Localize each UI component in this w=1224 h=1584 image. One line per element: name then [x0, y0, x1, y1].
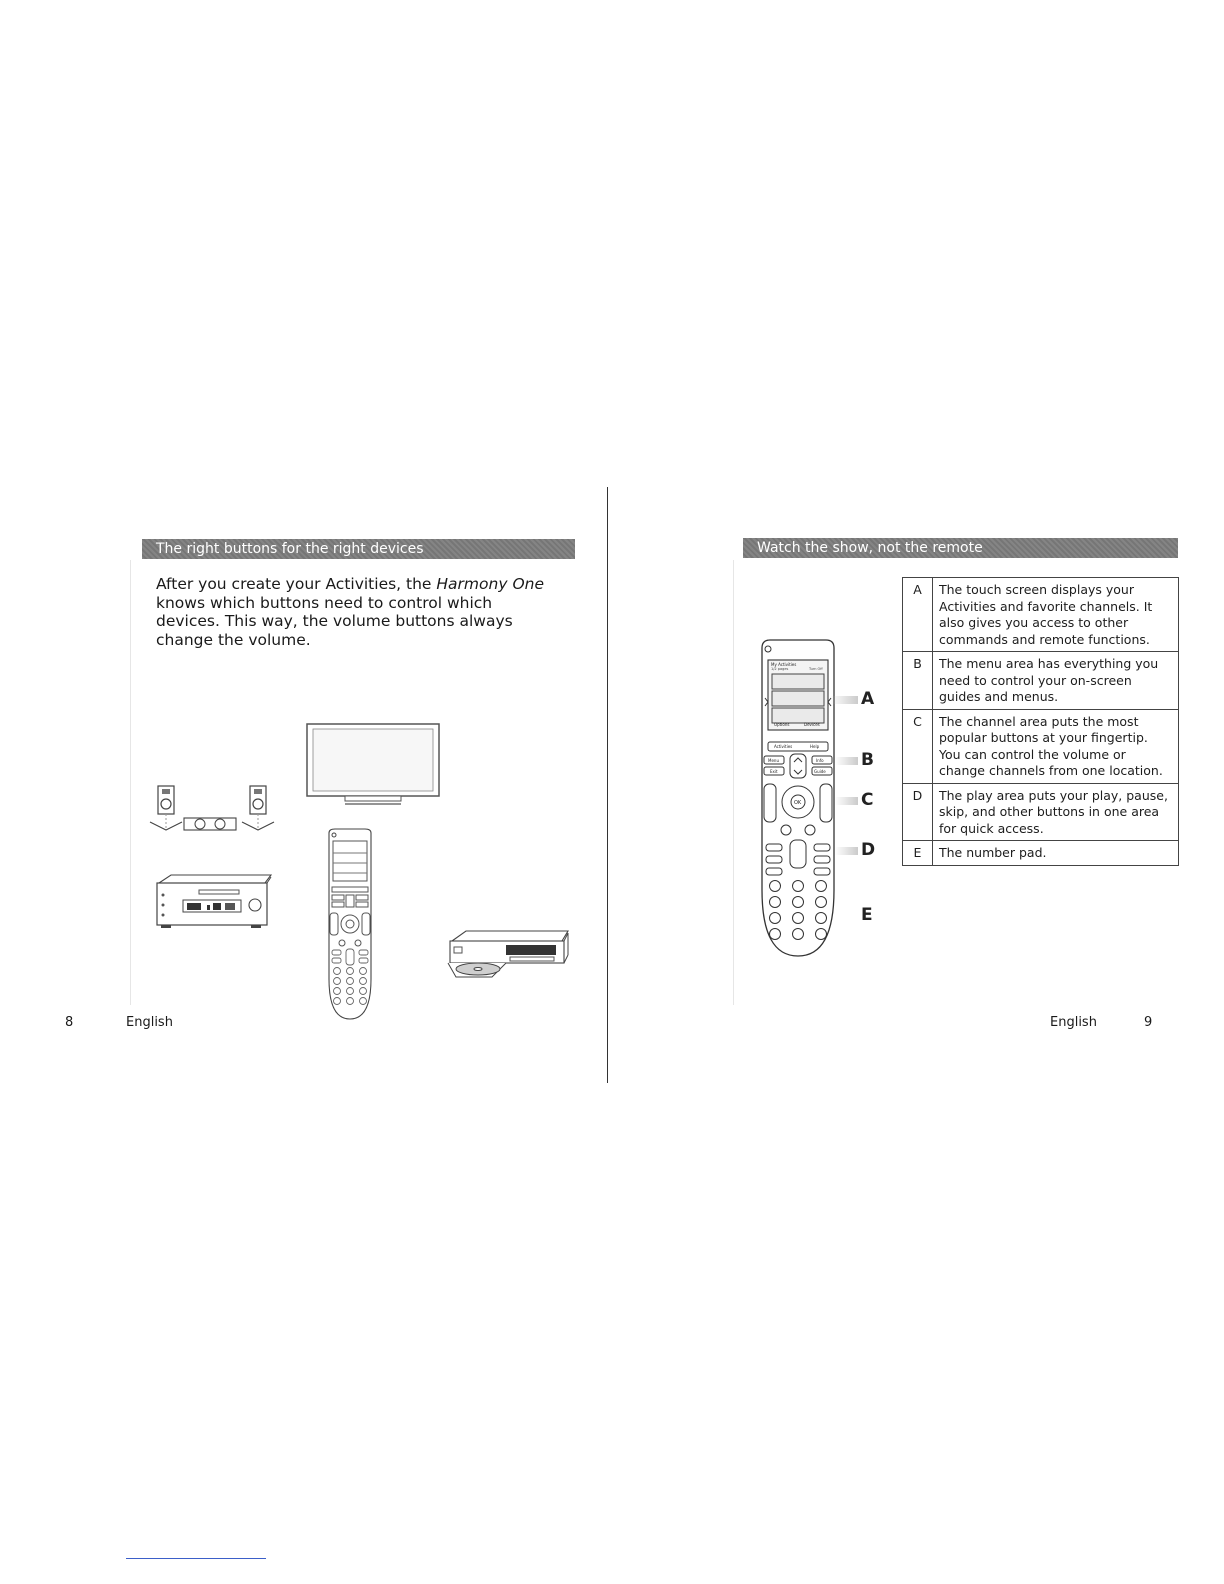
- zone-label-d: D: [861, 840, 876, 860]
- remote-info-button: Info: [816, 758, 824, 763]
- right-margin-rule: [733, 560, 734, 1005]
- link-underline: [126, 1558, 266, 1559]
- remote-screen-options: Options: [774, 722, 790, 727]
- zone-key: C: [903, 709, 933, 783]
- dvd-player-illustration: [446, 929, 570, 981]
- remote-exit-button: Exit: [770, 769, 778, 774]
- harmony-remote-small: [325, 829, 375, 1021]
- remote-screen-turn-off: Turn Off: [809, 667, 823, 671]
- zone-description: The menu area has everything you need to control your on-screen guides and menus.: [933, 652, 1179, 710]
- intro-before: After you create your Activities, the: [156, 575, 437, 593]
- remote-screen-subtitle: 1/2 pages: [771, 667, 789, 671]
- tv-illustration: [305, 723, 441, 808]
- zone-key: E: [903, 841, 933, 866]
- table-row: [903, 783, 1179, 841]
- table-row: [903, 652, 1179, 710]
- zone-label-e: E: [861, 905, 873, 925]
- zone-key: B: [903, 652, 933, 710]
- table-row: [903, 578, 1179, 652]
- table-row: [903, 841, 1179, 866]
- table-row: [903, 709, 1179, 783]
- left-margin-rule: [130, 560, 131, 1005]
- right-language-label: English: [1050, 1015, 1097, 1030]
- remote-guide-button: Guide: [814, 769, 826, 774]
- remote-screen-title: My Activities: [771, 662, 797, 667]
- page-gutter-divider: [607, 487, 608, 1083]
- remote-screen-devices: Devices: [804, 722, 820, 727]
- remote-zones-table: [902, 577, 1179, 866]
- product-name: Harmony One: [436, 575, 544, 593]
- zone-description: The number pad.: [933, 841, 1179, 866]
- zone-description: The channel area puts the most popular buttons at your fingertip. You can control the volume or change channels from one location.: [933, 709, 1179, 783]
- right-section-header: Watch the show, not the remote: [743, 538, 1178, 558]
- remote-activities-button: Activities: [774, 744, 793, 749]
- zone-label-b: B: [861, 750, 874, 770]
- harmony-remote-large: [758, 640, 838, 958]
- zone-b-pointer: [835, 757, 858, 765]
- remote-help-button: Help: [810, 744, 820, 749]
- zone-key: D: [903, 783, 933, 841]
- right-page-number: 9: [1144, 1015, 1153, 1030]
- zone-key: A: [903, 578, 933, 652]
- zone-description: The touch screen displays your Activities and favorite channels. It also gives you access to other commands and remote functions.: [933, 578, 1179, 652]
- left-section-header: The right buttons for the right devices: [142, 539, 575, 559]
- left-page-number: 8: [65, 1015, 74, 1030]
- surround-speakers-illustration: [148, 785, 276, 831]
- remote-menu-button: Menu: [768, 758, 779, 763]
- zone-a-pointer: [830, 696, 858, 704]
- av-receiver-illustration: [155, 873, 273, 929]
- zone-label-a: A: [861, 689, 875, 709]
- zone-c-pointer: [835, 797, 858, 805]
- remote-ok-button: OK: [794, 800, 802, 806]
- intro-after: knows which buttons need to control which devices. This way, the volume buttons always change the volume.: [156, 593, 513, 649]
- zone-description: The play area puts your play, pause, skip, and other buttons in one area for quick access.: [933, 783, 1179, 841]
- zone-d-pointer: [835, 847, 858, 855]
- left-intro-paragraph: [156, 575, 556, 649]
- left-language-label: English: [126, 1015, 173, 1030]
- zone-label-c: C: [861, 790, 874, 810]
